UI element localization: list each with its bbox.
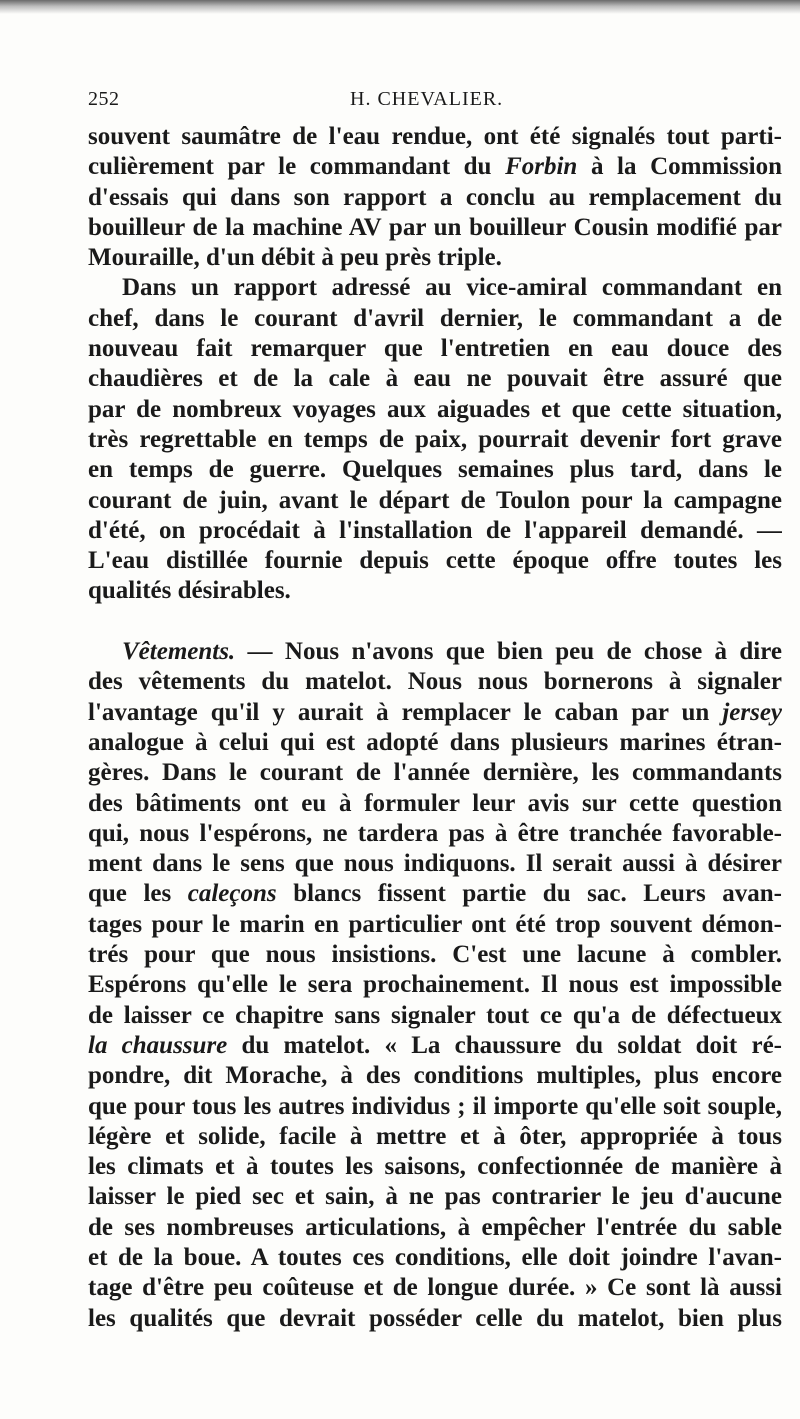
ship-name: Forbin [505,153,578,181]
text-run: culièrement par le commandant du [88,153,492,181]
section-heading: Vêtements. [122,638,236,666]
text-line [88,152,782,182]
text-line [88,879,782,909]
text-line: ment dans le sens que nous indiquons. Il serait aussi à désirer [88,850,782,878]
text-line: des bâtiments ont eu à formuler leur avis sur cette question [88,789,782,817]
text-line: qui, nous l'espérons, ne tardera pas à être tranchée favorable- [88,819,782,847]
text-run: à la Commission [590,153,782,181]
scan-edge-shadow [0,0,800,14]
text-line: Espérons qu'elle le sera prochainement. Il nous est impossible [88,971,782,999]
text-line: chaudières et de la cale à eau ne pouvait être assuré que [88,365,782,393]
text-line: les climats et à toutes les saisons, confectionnée de manière à [88,1153,782,1181]
text-line: qualités désirables. [88,577,291,605]
text-line: d'été, on procédait à l'installation de l'appareil demandé. — [88,516,782,544]
text-line: laisser le pied sec et sain, à ne pas contrarier le jeu d'aucune [88,1183,782,1211]
text-line: L'eau distillée fournie depuis cette époque offre toutes les [88,547,782,575]
emphasis-calecons: caleçons [187,880,277,908]
paragraph-gap [88,607,782,637]
text-line: nouveau fait remarquer que l'entretien en eau douce des [88,335,782,363]
text-line: gères. Dans le courant de l'année dernière, les commandants [88,759,782,787]
text-line: bouilleur de la machine AV par un bouilleur Cousin modifié par [88,213,782,241]
text-run: du matelot. « La chaussure du soldat doit ré- [241,1031,782,1059]
text-line: de laisser ce chapitre sans signaler tout ce qu'a de défectueux [88,1001,782,1029]
text-line: tage d'être peu coûteuse et de longue durée. » Ce sont là aussi [88,1274,782,1302]
text-line: analogue à celui qui est adopté dans plusieurs marines étran- [88,728,782,756]
text-line: légère et solide, facile à mettre et à ôter, appropriée à tous [88,1122,782,1150]
text-line: par de nombreux voyages aux aiguades et que cette situation, [88,395,782,423]
text-line: courant de juin, avant le départ de Toulon pour la campagne [88,486,782,514]
text-line: souvent saumâtre de l'eau rendue, ont été signalés tout parti- [88,123,782,150]
text-line [88,1031,782,1061]
text-run: l'avantage qu'il y aurait à remplacer le caban par un [88,698,710,726]
running-head: H. CHEVALIER. [350,88,504,110]
page-header [88,88,778,112]
text-run: — Nous n'avons que bien peu de chose à dire [247,638,782,666]
text-line: tages pour le marin en particulier ont été trop souvent démon- [88,910,782,938]
text-line: pondre, dit Morache, à des conditions multiples, plus encore [88,1062,782,1090]
text-run: blancs fissent partie du sac. Leurs avan- [293,880,782,908]
text-run: que les [88,880,172,908]
page-number: 252 [88,88,120,110]
text-line: très regrettable en temps de paix, pourrait devenir fort grave [88,425,782,453]
text-line: Dans un rapport adressé au vice-amiral commandant en [122,274,782,302]
text-line: et de la boue. A toutes ces conditions, elle doit joindre l'avan- [88,1243,782,1271]
text-line: d'essais qui dans son rapport a conclu au remplacement du [88,183,782,211]
emphasis-chaussure: la chaussure [88,1031,228,1059]
text-line [88,698,782,728]
text-line: les qualités que devrait posséder celle du matelot, bien plus [88,1304,782,1332]
text-line: en temps de guerre. Quelques semaines plus tard, dans le [88,456,782,484]
text-line: Mouraille, d'un débit à peu près triple. [88,244,502,272]
text-line: que pour tous les autres individus ; il importe qu'elle soit souple, [88,1092,782,1120]
text-line: trés pour que nous insistions. C'est une lacune à combler. [88,941,782,969]
emphasis-jersey: jersey [722,698,782,726]
text-line [88,637,782,667]
text-line: de ses nombreuses articulations, à empêcher l'entrée du sable [88,1213,782,1241]
text-line: des vêtements du matelot. Nous nous bornerons à signaler [88,668,782,696]
text-line: chef, dans le courant d'avril dernier, le commandant a de [88,304,782,332]
body-text [88,122,782,1334]
